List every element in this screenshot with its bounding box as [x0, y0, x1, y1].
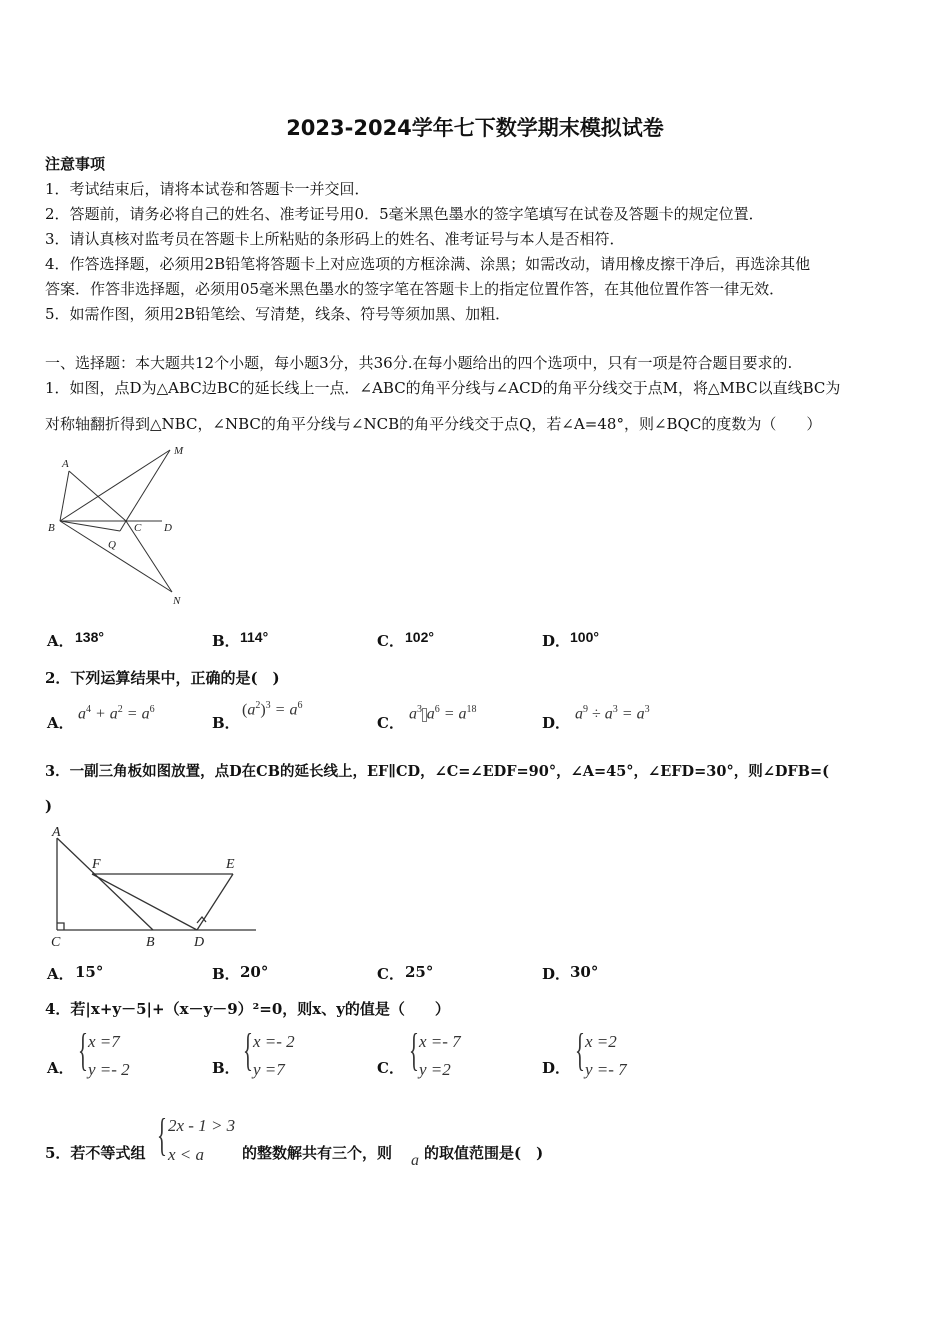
notice-item: 1．考试结束后，请将本试卷和答题卡一并交回．	[45, 180, 370, 198]
q2-option-b-letter: B．	[212, 714, 240, 732]
q2-option-a-formula: $a^4 + a^2 = a^6$	[78, 704, 155, 723]
label-a: A	[52, 825, 61, 840]
q5-brace: {	[157, 1109, 167, 1160]
q2-stem: 2．下列运算结果中，正确的是( )	[45, 669, 280, 687]
q5-stem-suffix: 的取值范围是( )	[424, 1144, 544, 1162]
q2-option-b-formula: $(a^2)^3 = a^6$	[242, 700, 303, 719]
q5-stem-prefix: 5．若不等式组	[45, 1144, 146, 1162]
q3-option-c-letter: C．	[377, 965, 404, 983]
segment-ba	[60, 471, 69, 521]
label-e: E	[226, 857, 235, 872]
notice-item: 2．答题前，请务必将自己的姓名、准考证号用0．5毫米黑色墨水的签字笔填写在试卷及答题卡的规定位置．	[45, 205, 764, 223]
segment-cq	[120, 521, 126, 531]
q4-option-b-row2: y =7	[253, 1060, 285, 1079]
q4-option-c-row1: x =- 7	[419, 1032, 461, 1051]
q4-option-d-letter: D．	[542, 1059, 571, 1077]
q4-option-a-row1: x =7	[88, 1032, 120, 1051]
label-c: C	[51, 935, 61, 950]
section-heading: 一、选择题：本大题共12个小题，每小题3分，共36分.在每小题给出的四个选项中，只有一项是符合题目要求的.	[45, 354, 793, 372]
q3-stem-line1: 3．一副三角板如图放置，点D在CB的延长线上，EF∥CD，∠C=∠EDF=90°，∠A=45°，∠EFD=30°，则∠DFB=(	[45, 763, 829, 780]
q1-option-b-letter: B．	[212, 632, 240, 650]
label-b: B	[146, 935, 155, 950]
page-title: 2023-2024学年七下数学期末模拟试卷	[286, 116, 664, 140]
q4-option-b-brace: {	[243, 1024, 253, 1075]
q3-figure	[44, 822, 264, 952]
q4-option-b-row1: x =- 2	[253, 1032, 295, 1051]
q1-option-d-letter: D．	[542, 632, 571, 650]
notice-item: 答案．作答非选择题，必须用05毫米黑色墨水的签字笔在答题卡上的指定位置作答，在其他位置作答一律无效．	[45, 280, 785, 298]
q4-option-c-brace: {	[409, 1024, 419, 1075]
q4-stem: 4．若|x+y－5|+（x－y－9）²=0，则x、y的值是（ ）	[45, 1000, 450, 1018]
q3-option-c-value: 25°	[405, 963, 434, 981]
q2-option-c-letter: C．	[377, 714, 404, 732]
q2-option-d-formula: $a^9 \div a^3 = a^3$	[575, 704, 650, 723]
q4-option-a-letter: A．	[47, 1059, 74, 1077]
q1-option-b-value: 114°	[240, 629, 269, 645]
q3-option-b-value: 20°	[240, 963, 269, 981]
q5-row1: 2x - 1 > 3	[168, 1116, 236, 1135]
q3-stem-line2: )	[45, 797, 53, 815]
segment-bn	[60, 521, 172, 592]
label-n: N	[173, 595, 181, 607]
segment-ed	[197, 874, 233, 930]
label-a: A	[62, 458, 69, 470]
segment-bq	[60, 521, 120, 531]
q5-stem-middle: 的整数解共有三个，则	[242, 1144, 393, 1162]
q4-option-d-row2: y =- 7	[585, 1060, 627, 1079]
q1-option-c-letter: C．	[377, 632, 404, 650]
q1-option-c-value: 102°	[405, 629, 434, 645]
q1-stem-line2: 对称轴翻折得到△NBC，∠NBC的角平分线与∠NCB的角平分线交于点Q，若∠A=48°，则∠BQC的度数为（ ）	[45, 415, 822, 433]
q3-option-a-value: 15°	[75, 963, 104, 981]
q2-option-a-letter: A．	[47, 714, 74, 732]
notice-item: 3．请认真核对监考员在答题卡上所粘贴的条形码上的姓名、准考证号与本人是否相符．	[45, 230, 625, 248]
q1-option-a-value: 138°	[75, 629, 104, 645]
q3-option-a-letter: A．	[47, 965, 74, 983]
q1-stem-line1: 1．如图，点D为△ABC边BC的延长线上一点．∠ABC的角平分线与∠ACD的角平分线交于点M，将△MBC以直线BC为	[45, 379, 841, 397]
q2-option-d-letter: D．	[542, 714, 571, 732]
notice-item: 5．如需作图，须用2B铅笔绘、写清楚，线条、符号等须加黑、加粗．	[45, 305, 511, 323]
q4-option-a-brace: {	[78, 1024, 88, 1075]
q4-option-d-row1: x =2	[585, 1032, 617, 1051]
right-angle-c	[57, 923, 64, 930]
q3-option-b-letter: B．	[212, 965, 240, 983]
label-d: D	[194, 935, 205, 950]
q5-variable: a	[411, 1152, 419, 1169]
q1-option-a-letter: A．	[47, 632, 74, 650]
q5-row2: x < a	[168, 1145, 205, 1164]
label-m: M	[174, 445, 184, 457]
q4-option-c-letter: C．	[377, 1059, 404, 1077]
q3-option-d-value: 30°	[570, 963, 599, 981]
q4-option-d-brace: {	[575, 1024, 585, 1075]
label-b: B	[48, 522, 55, 534]
q4-option-b-letter: B．	[212, 1059, 240, 1077]
q4-option-c-row2: y =2	[419, 1060, 451, 1079]
notice-heading: 注意事项	[45, 155, 106, 173]
q3-option-d-letter: D．	[542, 965, 571, 983]
segment-bm	[60, 450, 170, 521]
segment-ac	[69, 471, 126, 521]
segment-cm	[126, 450, 170, 521]
label-d: D	[164, 522, 172, 534]
notice-item: 4．作答选择题，必须用2B铅笔将答题卡上对应选项的方框涂满、涂黑；如需改动，请用橡皮擦干净后，再选涂其他	[45, 255, 811, 273]
label-q: Q	[108, 539, 116, 551]
q4-option-a-row2: y =- 2	[88, 1060, 130, 1079]
q1-option-d-value: 100°	[570, 629, 599, 645]
label-f: F	[92, 857, 101, 872]
segment-ab	[57, 838, 153, 930]
q2-option-c-formula: $a^3$ $a^6 = a^{18}$	[409, 704, 477, 723]
q1-figure	[44, 440, 204, 610]
label-c: C	[134, 522, 142, 534]
